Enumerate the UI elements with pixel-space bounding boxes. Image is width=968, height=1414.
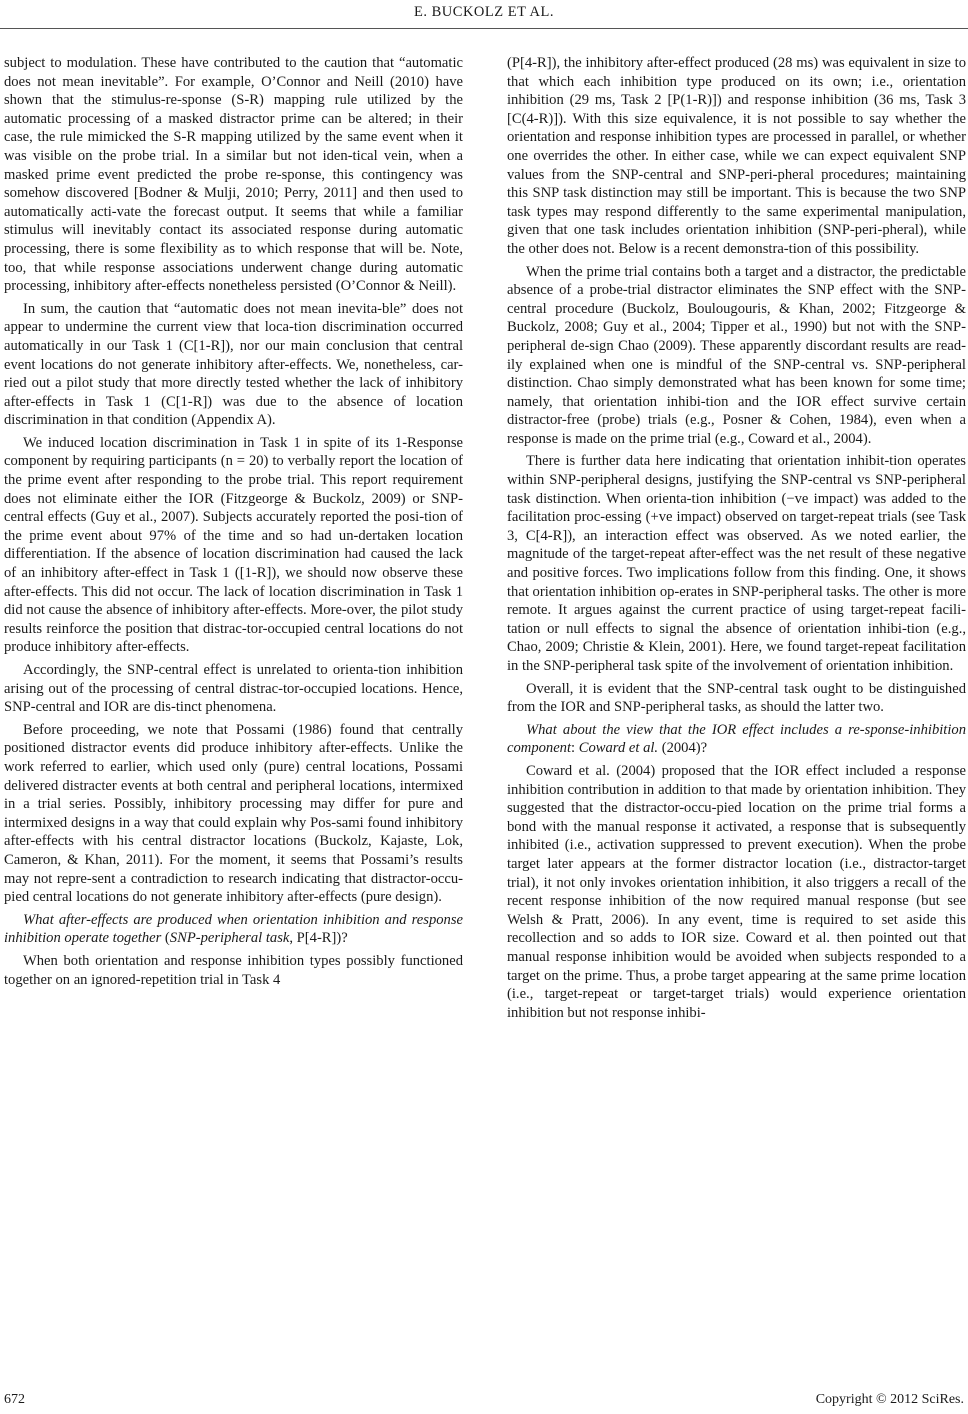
page-number: 672	[4, 1392, 25, 1407]
paragraph: subject to modulation. These have contributed to the caution that “automatic does not mean inevitable”. For example, O’Connor and Neill (2010) have shown that the stimulus-re-sponse (S-R) mapping rule utilized by the automatic processing of a masked distractor prime can be altered; in their case, the rule mimicked the S-R mapping utilized by the same event when it was visible on the probe trial. In a similar but not iden-tical vein, when a masked prime event predicted the probe re-sponse, this contingency was somehow discovered [Bodner & Mulji, 2010; Perry, 2011] and then used to automatically acti-vate the forecast output. It seems that while a familiar stimulus will inevitably contact its associated response during automatic processing, there is some flexibility as to which response that will be. Note, too, that while response associations underwent change during automatic processing, inhibitory after-effects nonetheless persisted (O’Connor & Neill).	[4, 55, 463, 295]
paragraph: Coward et al. (2004) proposed that the IOR effect included a response inhibition contribution in addition to that made by orientation inhibition. They suggested that the distractor-occu-pied location on the prime trial forms a bond with the manual response it activated, a response that is subsequently inhibited (i.e., activation suppressed to prevent execution). When the probe target later appears at the former distractor location (i.e., distractor-target trial), it not only invokes orientation inhibition, it also triggers a recall of the recent response inhibition of the now required manual response (but see Welsh & Pratt, 2006). In any event, time is required to set aside this recollection and so adds to IOR size. Coward et al. then pointed out that manual response inhibition would be avoided when subjects responded to a target on the prime. Thus, a probe target appearing at the same prime location (i.e., target-repeat or target-target trials) would experience orientation inhibition but not response inhibi-	[507, 762, 966, 1021]
header-rule	[0, 28, 968, 29]
right-column	[507, 54, 966, 1026]
paragraph: When both orientation and response inhibition types possibly functioned together on an ignored-repetition trial in Task 4	[4, 952, 463, 988]
section-heading: What after-effects are produced when orientation inhibition and response inhibition operate together (SNP-peripheral task, P[4-R])?	[4, 911, 463, 947]
paragraph: There is further data here indicating that orientation inhibit-tion operates within SNP-peripheral designs, justifying the SNP-central vs SNP-peripheral task distinction. When orienta-tion inhibition (−ve impact) was added to the facilitation proc-essing (+ve impact) observed on target-repeat trials (see Task 3, C[4-R]), an interaction effect was observed. As we noted earlier, the magnitude of the target-repeat after-effect was the net result of these negative and positive forces. Two implications follow from this finding. One, it shows that orientation inhibition op-erates in SNP-peripheral tasks. The other is more remote. It argues against the current practice of using target-repeat facili-tation or null effects to signal the absence of orientation inhibi-tion (e.g., Chao, 2009; Christie & Klein, 2001). Here, we found target-repeat facilitation in the SNP-peripheral task spite of the involvement of orientation inhibition.	[507, 453, 966, 674]
left-column	[4, 54, 463, 993]
section-heading: What about the view that the IOR effect includes a re-sponse-inhibition component: Coward et al. (2004)?	[507, 721, 966, 757]
paragraph: Overall, it is evident that the SNP-central task ought to be distinguished from the IOR and SNP-peripheral tasks, as should the latter two.	[507, 680, 966, 716]
paragraph: (P[4-R]), the inhibitory after-effect produced (28 ms) was equivalent in size to that which each inhibition type produced on its own; i.e., orientation inhibition (29 ms, Task 2 [P(1-R)]) and response inhibition (36 ms, Task 3 [C(4-R)]). With this size equivalence, it is not possible to say whether the orientation and response inhibition types are processed in parallel, or whether one overrides the other. In either case, while we can expect equivalent SNP values from the SNP-central and SNP-peri-pheral procedures; maintaining this SNP task distinction may still be important. This is because the two SNP task types may respond differently to the same experimental manipulation, given that one task includes orientation inhibition (SNP-peri-pheral), while the other does not. Below is a recent demonstra-tion of this possibility.	[507, 55, 966, 257]
paragraph: We induced location discrimination in Task 1 in spite of its 1-Response component by requiring participants (n = 20) to verbally report the location of the prime event after responding to the probe trial. This report requirement does not eliminate either the IOR (Fitzgeorge & Buckolz, 2009) or SNP-central effects (Guy et al., 2007). Subjects accurately reported the posi-tion of the prime event about 97% of the time and so had un-dertaken location differentiation. If the absence of location discrimination had caused the lack of an inhibitory after-effect in Task 1 ([1-R]), we should now observe these after-effects. This did not occur. The lack of location discrimination in Task 1 did not cause the absence of inhibitory after-effects. More-over, the pilot study results reinforce the position that distrac-tor-occupied central locations do not produce inhibitory after-effects.	[4, 434, 463, 656]
paragraph: Accordingly, the SNP-central effect is unrelated to orienta-tion inhibition arising out of the processing of central distrac-tor-occupied locations. Hence, SNP-central and IOR are dis-tinct phenomena.	[4, 662, 463, 716]
paragraph: In sum, the caution that “automatic does not mean inevita-ble” does not appear to undermine the current view that loca-tion discrimination occurred automatically in our Task 1 (C[1-R]), nor our main conclusion that central event locations do not generate inhibitory after-effects. We, nonetheless, car-ried out a pilot study that more directly tested whether the lack of inhibitory after-effects in Task 1 (C[1-R]) was due to the absence of location discrimination in that condition (Appendix A).	[4, 300, 463, 429]
copyright-notice: Copyright © 2012 SciRes.	[815, 1392, 964, 1407]
paragraph: Before proceeding, we note that Possami (1986) found that centrally positioned distractor events did produce inhibitory after-effects. Unlike the work referred to earlier, which used only (pure) central locations, Possami delivered distracter events at both central and peripheral locations, intermixed in a trial series. Possibly, inhibitory processing may differ for pure and intermixed designs in a way that could explain why Pos-sami found inhibitory after-effects with his central distractor locations (Buckolz, Kajaste, Lok, Cameron, & Khan, 2011). For the moment, it seems that Possami’s results may not repre-sent a contradiction to research indicating that distractor-occu-pied central locations do not generate inhibitory after-effects (pure design).	[4, 721, 463, 906]
paragraph: When the prime trial contains both a target and a distractor, the predictable absence of a probe-trial distractor eliminates the SNP effect with the SNP-central procedure (Buckolz, Boulougouris, & Khan, 2002; Fitzgeorge & Buckolz, 2008; Guy et al., 2004; Tipper et al., 1990) but not with the SNP-peripheral de-sign Chao (2009). These apparently discordant results are read-ily explained when one is mindful of the SNP-central vs. SNP-peripheral distinction. Chao simply demonstrated what has been known for some time; namely, that orientation inhibi-tion and the IOR effect survive certain distractor-free (probe) trials (e.g., Posner & Cohen, 1984), even when a response is made on the prime trial (e.g., Coward et al., 2004).	[507, 263, 966, 447]
running-head: E. BUCKOLZ ET AL.	[414, 4, 554, 20]
